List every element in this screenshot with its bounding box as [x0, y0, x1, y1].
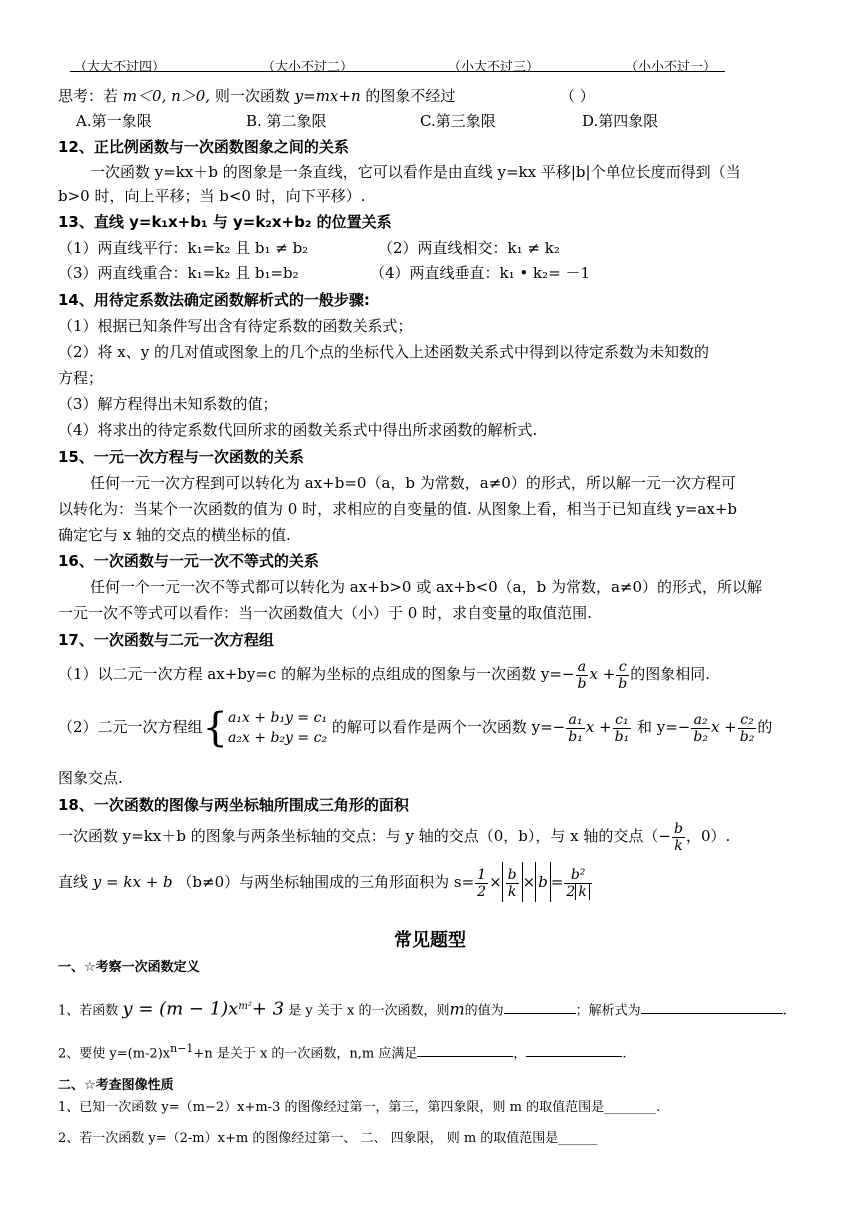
frac-half: $\frac{1}{2}$ — [477, 866, 487, 900]
s17-l1b: 的图象相同. — [630, 665, 711, 683]
s18-line1 — [58, 818, 730, 854]
frac-c-b: $\frac{c}{b}$ — [618, 658, 628, 692]
abs-b: b — [535, 862, 551, 902]
s14-line3: 方程； — [58, 369, 104, 387]
s13-row2b: （4）两直线垂直：k₁ • k₂= －1 — [370, 264, 591, 282]
q1-func: y = (m − 1)x — [122, 998, 239, 1020]
q1-prefix: 1、若函数 — [58, 1003, 119, 1019]
s15-line3: 确定它与 x 轴的交点的横坐标的值. — [58, 526, 291, 544]
frac-a1-b1: $\frac{\text{a₁}}{\text{b₁}}$ — [568, 711, 583, 745]
q2-exp: n−1 — [170, 1042, 194, 1055]
s17-l2b: 的解可以看作是两个一次函数 y= — [331, 718, 553, 736]
times-2: × — [522, 873, 536, 891]
s12-line1: 一次函数 y=kx＋b 的图象是一条直线，它可以看作是由直线 y=kx 平移|b|个单位长度而得到（当 — [90, 163, 741, 181]
s13-row1b: （2）两直线相交：k₁ ≠ k₂ — [378, 239, 560, 257]
s18-func: y = kx + b — [92, 873, 173, 891]
s15-line2: 以转化为：当某个一次函数的值为 0 时，求相应的自变量的值. 从图象上看，相当于已知直线 y=ax+b — [58, 500, 738, 518]
sec2-heading: 二、☆考查图像性质 — [58, 1078, 174, 1093]
hint-underline — [70, 71, 725, 72]
equation-system: a₁x + b₁y = c₁ a₂x + b₂y = c₂ — [228, 710, 328, 746]
question-2 — [58, 1036, 627, 1067]
page-title: 常见题型 — [394, 930, 466, 951]
g2-minus: − — [677, 718, 691, 736]
s18-l1b: ，0）. — [685, 827, 731, 845]
option-b: B. 第二象限 — [246, 112, 327, 130]
s14-line2: （2）将 x、y 的几对值或图象上的几个点的坐标代入上述函数关系式中得到以待定系数为未知数的 — [58, 343, 710, 361]
q2-comma: ， — [513, 1046, 527, 1062]
s15-heading: 15、一元一次方程与一次函数的关系 — [58, 448, 304, 466]
q1-value-label: 的值为 — [464, 1003, 504, 1019]
question-4: 2、若一次函数 y=（2-m）x+m 的图像经过第一、 二、 四象限， 则 m 的取值范围是______ — [58, 1131, 598, 1146]
q2-blank-2[interactable] — [526, 1042, 622, 1057]
s16-line1: 任何一个一元一次不等式都可以转化为 ax+b>0 或 ax+b<0（a，b 为常数，a≠0）的形式，所以解 — [90, 578, 763, 596]
equals: = — [550, 873, 564, 891]
brace-icon: { — [202, 705, 228, 751]
s13-row1a: （1）两直线平行：k₁=k₂ 且 b₁ ≠ b₂ — [58, 239, 309, 257]
s17-l2c: 的 — [757, 718, 773, 736]
s13-row2a: （3）两直线重合：k₁=k₂ 且 b₁=b₂ — [58, 264, 299, 282]
s17-heading: 17、一次函数与二元一次方程组 — [58, 631, 274, 649]
s13-heading: 13、直线 y=k₁x+b₁ 与 y=k₂x+b₂ 的位置关系 — [58, 213, 392, 231]
hint-1: （大大不过四） — [74, 60, 166, 75]
s17-line3: 图象交点. — [58, 769, 123, 787]
s18-minus: − — [658, 827, 671, 845]
frac-c1-b1: $\frac{\text{c₁}}{\text{b₁}}$ — [614, 711, 630, 745]
s17-f1-minus: − — [561, 665, 575, 683]
hint-4: （小小不过一） — [625, 60, 717, 75]
frac-c2-b2: $\frac{\text{c₂}}{\text{b₂}}$ — [739, 711, 755, 745]
q1-end: . — [782, 1003, 787, 1019]
s17-f1-x: x + — [589, 665, 616, 683]
g1-x: x + — [585, 718, 612, 736]
s17-line2 — [58, 702, 772, 752]
s14-line5: （4）将求出的待定系数代回所求的函数关系式中得出所求函数的解析式. — [58, 421, 538, 439]
s18-line2 — [58, 862, 593, 902]
think-func: y=mx+n — [294, 87, 361, 105]
q1-mid: 是 y 关于 x 的一次函数，则 — [288, 1003, 450, 1019]
q1-blank-2[interactable] — [641, 999, 783, 1014]
s18-l2a: 直线 — [58, 873, 89, 891]
s12-line2: b>0 时，向上平移；当 b<0 时，向下平移）. — [58, 187, 366, 205]
think-cond: m＜0, n＞0, — [122, 87, 211, 105]
q2-end: . — [622, 1046, 627, 1062]
s16-heading: 16、一次函数与一元一次不等式的关系 — [58, 552, 319, 570]
s18-l2b: （b≠0）与两坐标轴围成的三角形面积为 s= — [177, 873, 475, 891]
s14-line4: （3）解方程得出未知系数的值； — [58, 395, 278, 413]
s15-line1: 任何一元一次方程到可以转化为 ax+b=0（a，b 为常数，a≠0）的形式，所以解一元一次方程可 — [90, 474, 736, 492]
q2-blank-1[interactable] — [417, 1042, 513, 1057]
hint-3: （小大不过三） — [448, 60, 540, 75]
s17-l2a: （2）二元一次方程组 — [58, 718, 203, 736]
q1-plus: + 3 — [251, 998, 285, 1020]
s17-l1a: （1）以二元一次方程 ax+by=c 的解为坐标的点组成的图象与一次函数 y= — [58, 665, 562, 683]
option-d: D.第四象限 — [582, 112, 659, 130]
s18-l1a: 一次函数 y=kx＋b 的图象与两条坐标轴的交点：与 y 轴的交点（0，b），与 x 轴的交点（ — [58, 827, 659, 845]
frac-b2-2k: $\frac{\text{b²}}{2 k}$ — [564, 867, 591, 900]
option-c: C.第三象限 — [420, 112, 496, 130]
think-suffix: 的图象不经过 — [365, 87, 456, 105]
question-1 — [58, 990, 787, 1028]
s14-line1: （1）根据已知条件写出含有待定系数的函数关系式； — [58, 317, 413, 335]
think-prefix: 思考：若 — [58, 87, 119, 105]
q1-blank-1[interactable] — [504, 999, 576, 1014]
s18-heading: 18、一次函数的图像与两坐标轴所围成三角形的面积 — [58, 796, 409, 814]
frac-a-b: $\frac{a}{b}$ — [577, 658, 587, 692]
sec1-heading: 一、☆考察一次函数定义 — [58, 960, 200, 975]
q2-mid: +n 是关于 x 的一次函数，n,m 应满足 — [193, 1046, 418, 1062]
g2-x: x + — [710, 718, 737, 736]
q2-prefix: 2、要使 y=(m-2)x — [58, 1046, 171, 1062]
think-mid: 则一次函数 — [214, 87, 290, 105]
g1-minus: − — [552, 718, 566, 736]
hint-2: （大小不过二） — [262, 60, 354, 75]
s17-line1 — [58, 656, 710, 692]
q1-m: m — [449, 999, 465, 1019]
option-a: A.第一象限 — [76, 112, 152, 130]
question-3: 1、已知一次函数 y=（m−2）x+m-3 的图像经过第一，第三，第四象限，则 m 的取值范围是________. — [58, 1100, 661, 1115]
s14-heading: 14、用待定系数法确定函数解析式的一般步骤: — [58, 291, 370, 309]
s17-and: 和 y= — [636, 718, 678, 736]
abs-b-over-k: $\frac{b}{k}$ — [502, 862, 523, 902]
frac-b-k: $\frac{b}{k}$ — [673, 820, 683, 854]
frac-a2-b2: $\frac{\text{a₂}}{\text{b₂}}$ — [693, 711, 708, 745]
q1-exp: m² — [238, 1001, 252, 1012]
s16-line2: 一元一次不等式可以看作：当一次函数值大（小）于 0 时，求自变量的取值范围. — [58, 604, 592, 622]
q1-expr-label: ；解析式为 — [575, 1003, 641, 1019]
think-question — [58, 86, 455, 106]
times-1: × — [489, 873, 502, 891]
think-paren: （ ） — [560, 87, 595, 105]
s12-heading: 12、正比例函数与一次函数图象之间的关系 — [58, 138, 349, 156]
